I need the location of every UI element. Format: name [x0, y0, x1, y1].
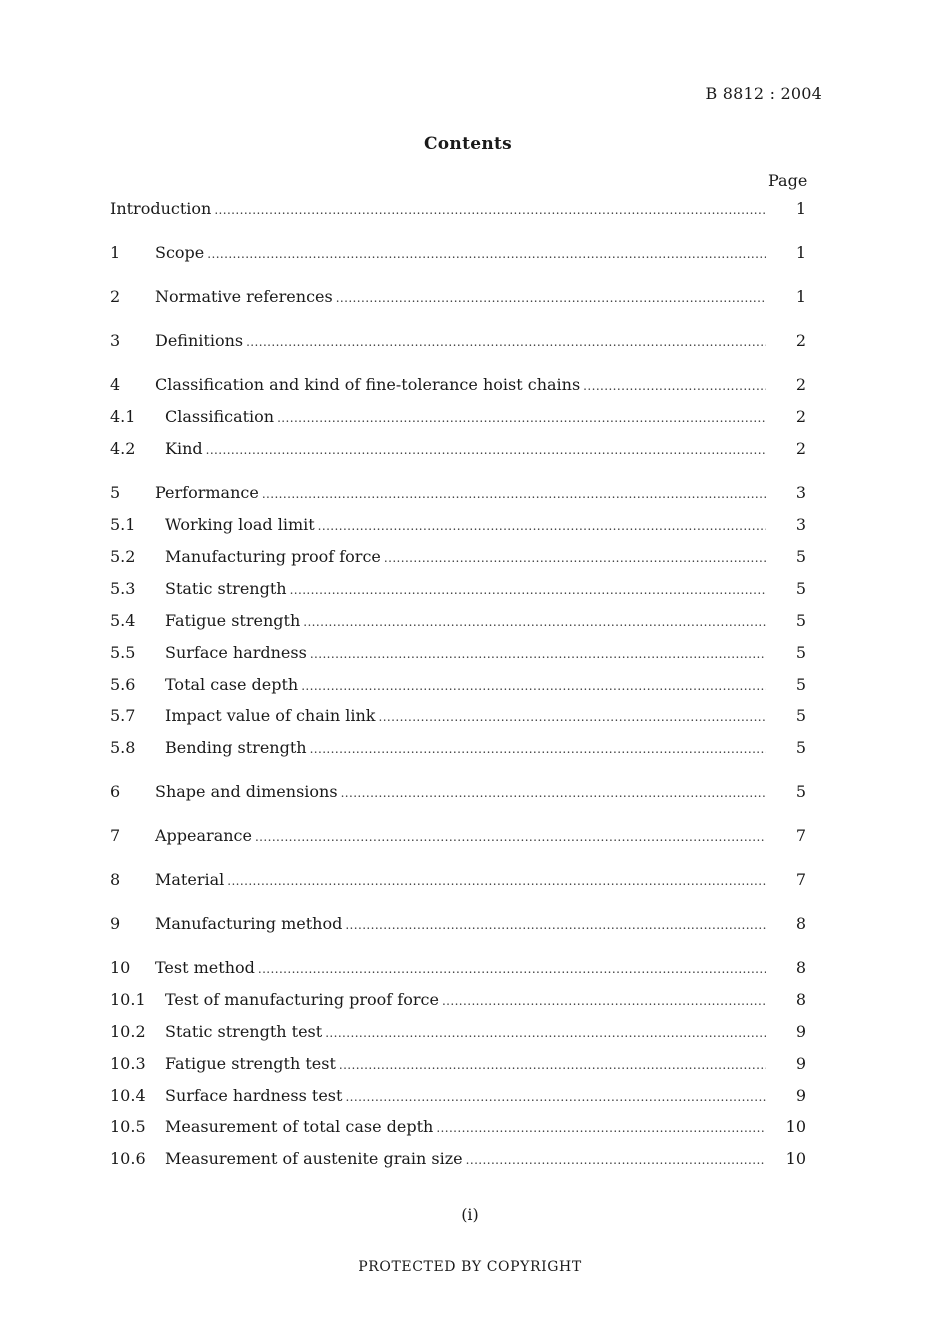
doc-number: B 8812 : 2004: [705, 84, 822, 103]
toc-entry-number: 5: [110, 483, 121, 502]
toc-entry-page: 5: [795, 706, 806, 725]
dot-leader: [466, 1153, 766, 1167]
toc-entry-label: Definitions: [155, 331, 244, 350]
toc-entry-label: Static strength: [165, 579, 287, 598]
toc-entry-label: Scope: [155, 243, 205, 262]
toc-entry-label: Classification: [165, 407, 275, 426]
toc-entry-number: 5.7: [110, 706, 136, 725]
toc-entry-shape-and-dimensions[interactable]: [110, 782, 810, 806]
toc-entry-page: 2: [795, 439, 806, 458]
toc-entry-label: Performance: [155, 483, 259, 502]
dot-leader: [227, 874, 766, 888]
toc-entry-label: Surface hardness: [165, 643, 307, 662]
toc-entry-page: 8: [795, 914, 806, 933]
dot-leader: [290, 583, 766, 597]
toc-entry-appearance[interactable]: [110, 826, 810, 850]
dot-leader: [258, 962, 766, 976]
toc-entry-normative-references[interactable]: [110, 287, 810, 311]
toc-entry-label: Test of manufacturing proof force: [165, 990, 439, 1009]
dot-leader: [379, 710, 767, 724]
toc-entry-number: 10: [110, 958, 131, 977]
dot-leader: [303, 615, 766, 629]
dot-leader: [246, 335, 766, 349]
toc-entry-page: 3: [795, 515, 806, 534]
toc-entry-page: 7: [795, 870, 806, 889]
toc-entry-total-case-depth-measurement[interactable]: [110, 1117, 810, 1141]
toc-entry-page: 10: [785, 1149, 806, 1168]
dot-leader: [318, 519, 766, 533]
toc-entry-page: 5: [795, 738, 806, 757]
toc-entry-label: Impact value of chain link: [165, 706, 376, 725]
dot-leader: [345, 918, 766, 932]
dot-leader: [206, 443, 766, 457]
toc-entry-manufacturing-method[interactable]: [110, 914, 810, 938]
page-number: (i): [461, 1205, 479, 1224]
toc-entry-fatigue-strength-test[interactable]: [110, 1054, 810, 1078]
toc-entry-number: 5.3: [110, 579, 136, 598]
page-column-header: Page: [768, 171, 808, 190]
toc-entry-label: Bending strength: [165, 738, 307, 757]
toc-entry-test-of-proof-force[interactable]: [110, 990, 810, 1014]
toc-entry-page: 5: [795, 643, 806, 662]
toc-entry-number: 5.5: [110, 643, 136, 662]
toc-entry-page: 3: [795, 483, 806, 502]
toc-entry-label: Surface hardness test: [165, 1086, 343, 1105]
toc-entry-label: Manufacturing proof force: [165, 547, 381, 566]
toc-entry-impact-value[interactable]: [110, 706, 810, 730]
toc-entry-label: Test method: [155, 958, 255, 977]
toc-entry-label: Fatigue strength: [165, 611, 301, 630]
toc-entry-label: Introduction: [110, 199, 212, 218]
toc-entry-manufacturing-proof-force[interactable]: [110, 547, 810, 571]
page-title: Contents: [423, 134, 513, 154]
toc-entry-number: 7: [110, 826, 121, 845]
toc-entry-performance[interactable]: [110, 483, 810, 507]
dot-leader: [336, 291, 766, 305]
toc-entry-classification-and-kind[interactable]: [110, 375, 810, 399]
toc-entry-definitions[interactable]: [110, 331, 810, 355]
dot-leader: [339, 1058, 766, 1072]
toc-entry-label: Material: [155, 870, 225, 889]
toc-entry-label: Classification and kind of fine-tolerance hoist chains: [155, 375, 581, 394]
dot-leader: [277, 411, 766, 425]
toc-entry-fatigue-strength[interactable]: [110, 611, 810, 635]
toc-entry-material[interactable]: [110, 870, 810, 894]
toc-entry-number: 10.4: [110, 1086, 146, 1105]
dot-leader: [207, 247, 766, 261]
toc-entry-grain-size-measurement[interactable]: [110, 1149, 810, 1173]
toc-entry-number: 10.2: [110, 1022, 146, 1041]
toc-entry-number: 3: [110, 331, 121, 350]
toc-entry-number: 5.1: [110, 515, 136, 534]
toc-entry-number: 1: [110, 243, 121, 262]
toc-entry-page: 5: [795, 579, 806, 598]
toc-entry-number: 10.1: [110, 990, 146, 1009]
toc-entry-label: Appearance: [155, 826, 252, 845]
toc-entry-number: 5.2: [110, 547, 136, 566]
toc-entry-page: 7: [795, 826, 806, 845]
toc-entry-label: Fatigue strength test: [165, 1054, 336, 1073]
toc-entry-page: 8: [795, 990, 806, 1009]
dot-leader: [583, 379, 766, 393]
toc-entry-number: 9: [110, 914, 121, 933]
toc-entry-classification[interactable]: [110, 407, 810, 431]
toc-entry-page: 8: [795, 958, 806, 977]
toc-entry-page: 5: [795, 547, 806, 566]
toc-entry-static-strength-test[interactable]: [110, 1022, 810, 1046]
toc-entry-number: 4: [110, 375, 121, 394]
toc-entry-surface-hardness-test[interactable]: [110, 1086, 810, 1110]
toc-entry-test-method[interactable]: [110, 958, 810, 982]
dot-leader: [384, 551, 766, 565]
toc-entry-static-strength[interactable]: [110, 579, 810, 603]
dot-leader: [301, 679, 766, 693]
toc-entry-number: 10.3: [110, 1054, 146, 1073]
dot-leader: [325, 1026, 766, 1040]
toc-entry-surface-hardness[interactable]: [110, 643, 810, 667]
toc-entry-label: Shape and dimensions: [155, 782, 338, 801]
toc-entry-page: 1: [795, 243, 806, 262]
toc-entry-page: 2: [795, 375, 806, 394]
toc-entry-total-case-depth[interactable]: [110, 675, 810, 699]
toc-entry-page: 9: [795, 1022, 806, 1041]
toc-entry-number: 2: [110, 287, 121, 306]
dot-leader: [214, 203, 766, 217]
toc-entry-number: 4.2: [110, 439, 136, 458]
toc-entry-scope[interactable]: [110, 243, 810, 267]
toc-entry-label: Total case depth: [165, 675, 299, 694]
dot-leader: [262, 487, 766, 501]
toc-entry-page: 9: [795, 1054, 806, 1073]
dot-leader: [310, 647, 766, 661]
toc-entry-label: Normative references: [155, 287, 333, 306]
dot-leader: [442, 994, 766, 1008]
toc-entry-page: 1: [795, 287, 806, 306]
toc-entry-number: 10.5: [110, 1117, 146, 1136]
toc-entry-page: 5: [795, 675, 806, 694]
dot-leader: [341, 786, 766, 800]
toc-entry-kind[interactable]: [110, 439, 810, 463]
toc-entry-page: 2: [795, 331, 806, 350]
toc-entry-number: 5.8: [110, 738, 136, 757]
toc-entry-page: 5: [795, 611, 806, 630]
toc-entry-introduction[interactable]: [110, 199, 810, 223]
toc-entry-label: Measurement of austenite grain size: [165, 1149, 463, 1168]
toc-entry-label: Measurement of total case depth: [165, 1117, 434, 1136]
toc-entry-number: 8: [110, 870, 121, 889]
dot-leader: [310, 742, 766, 756]
toc-entry-page: 9: [795, 1086, 806, 1105]
toc-entry-number: 5.4: [110, 611, 136, 630]
dot-leader: [345, 1090, 766, 1104]
toc-entry-page: 10: [785, 1117, 806, 1136]
toc-entry-page: 5: [795, 782, 806, 801]
toc-entry-number: 10.6: [110, 1149, 146, 1168]
toc-entry-page: 2: [795, 407, 806, 426]
dot-leader: [436, 1121, 766, 1135]
toc-entry-number: 6: [110, 782, 121, 801]
toc-entry-working-load-limit[interactable]: [110, 515, 810, 539]
toc-entry-label: Manufacturing method: [155, 914, 343, 933]
toc-entry-number: 5.6: [110, 675, 136, 694]
toc-entry-label: Working load limit: [165, 515, 315, 534]
toc-entry-page: 1: [795, 199, 806, 218]
copyright-notice: PROTECTED BY COPYRIGHT: [358, 1259, 582, 1275]
toc-entry-number: 4.1: [110, 407, 136, 426]
toc-entry-label: Static strength test: [165, 1022, 323, 1041]
toc-entry-label: Kind: [165, 439, 203, 458]
dot-leader: [255, 830, 766, 844]
toc-entry-bending-strength[interactable]: [110, 738, 810, 762]
